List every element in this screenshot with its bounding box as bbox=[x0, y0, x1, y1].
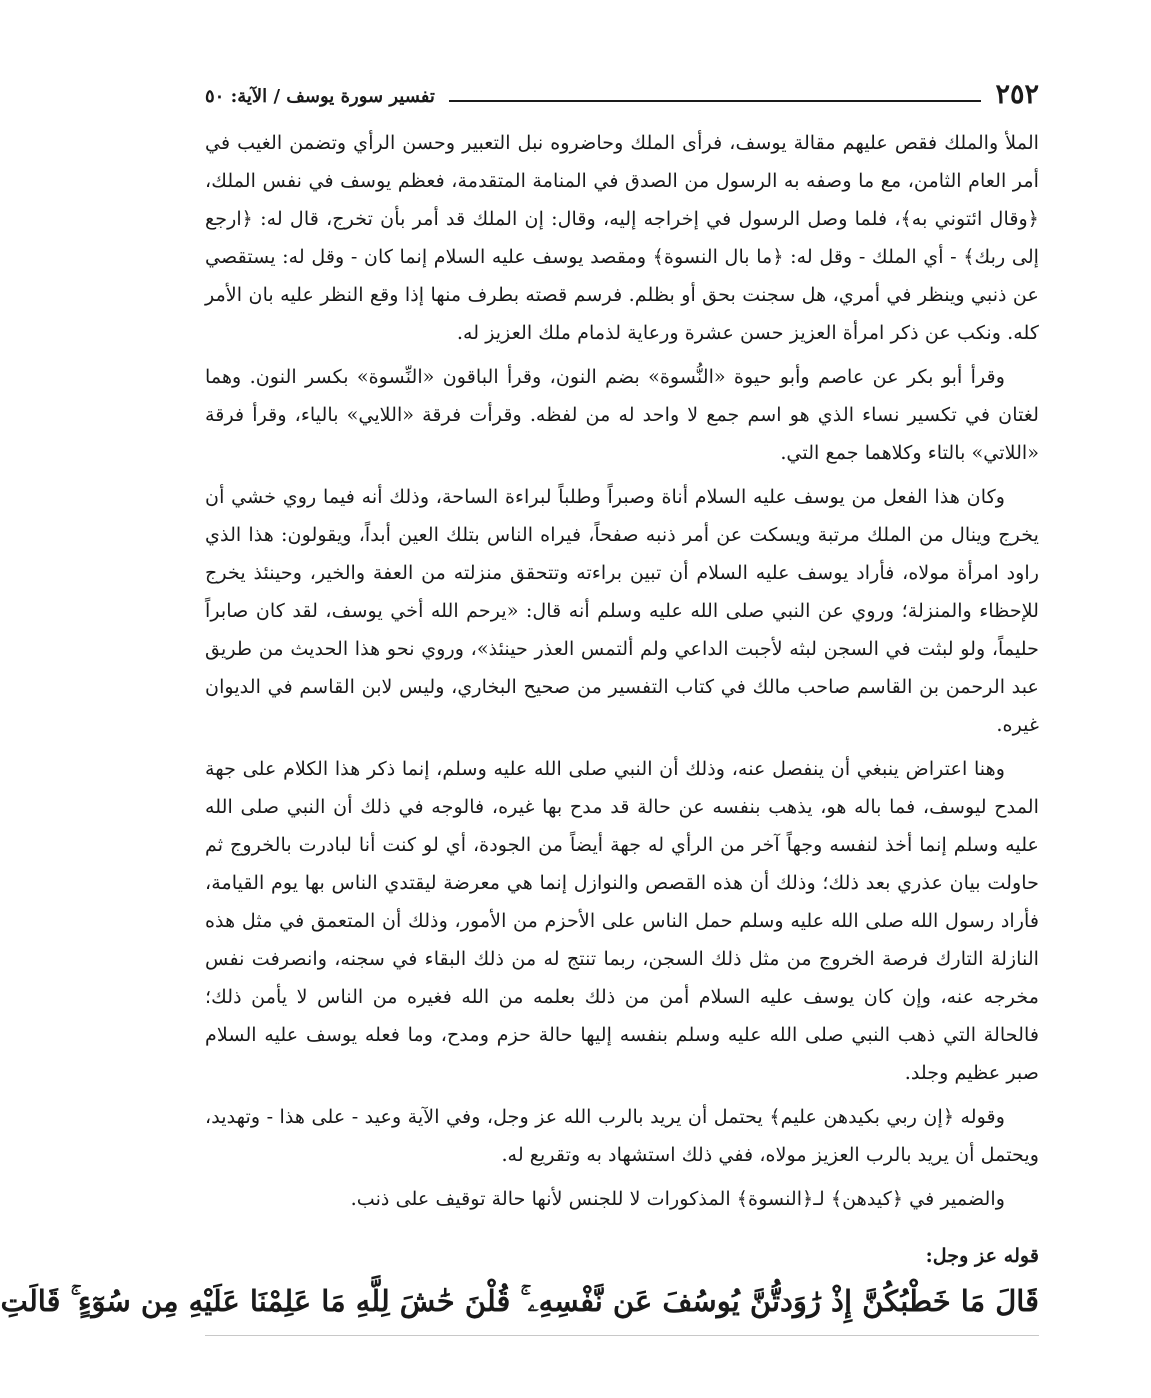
paragraph-3: وكان هذا الفعل من يوسف عليه السلام أناة وصبراً وطلباً لبراءة الساحة، وذلك أنه فيما روي خشي أن يخرج وينال من الملك مرتبة ويسكت عن أمر ذنبه صفحاً، فيراه الناس بتلك العين أبداً، ويقولون: هذا الذي راود امرأة مولاه، فأراد يوسف عليه السلام أن تبين براءته وتتحقق منزلته من العفة والخير، وحينئذ يخرج للإحظاء والمنزلة؛ وروي عن النبي صلى الله عليه وسلم أنه قال: «يرحم الله أخي يوسف، لقد كان صابراً حليماً، ولو لبثت في السجن لبثه لأجبت الداعي ولم ألتمس العذر حينئذ»، وروي نحو هذا الحديث من طريق عبد الرحمن بن القاسم صاحب مالك في كتاب التفسير من صحيح البخاري، وليس لابن القاسم في الديوان غيره. bbox=[205, 485, 1039, 736]
paragraph-4: وهنا اعتراض ينبغي أن ينفصل عنه، وذلك أن النبي صلى الله عليه وسلم، إنما ذكر هذا الكلام على جهة المدح ليوسف، فما باله هو، يذهب بنفسه عن حالة قد مدح بها غيره، فالوجه في ذلك أن النبي صلى الله عليه وسلم إنما أخذ لنفسه وجهاً آخر من الرأي له جهة أيضاً من الجودة، أي لو كنت أنا لبادرت بالخروج ثم حاولت بيان عذري بعد ذلك؛ وذلك أن هذه القصص والنوازل إنما هي معرضة ليقتدي الناس بها يوم القيامة، فأراد رسول الله صلى الله عليه وسلم حمل الناس على الأحزم من الأمور، وذلك أن المتعمق في مثل هذه النازلة التارك فرصة الخروج من مثل ذلك السجن، ربما تنتج له من ذلك البقاء في سجنه، وانصرفت نفس مخرجه عنه، وإن كان يوسف عليه السلام أمن من ذلك بعلمه من الله فغيره من الناس لا يأمن ذلك؛ فالحالة التي ذهب النبي صلى الله عليه وسلم بنفسه إليها حالة حزم ومدح، وما فعله يوسف عليه السلام صبر عظيم وجلد. bbox=[205, 757, 1039, 1084]
paragraph-1: الملأ والملك فقص عليهم مقالة يوسف، فرأى الملك وحاضروه نبل التعبير وحسن الرأي وتضمن الغيب في أمر العام الثامن، مع ما وصفه به الرسول من الصدق في المنامة المتقدمة، فعظم يوسف في نفس الملك، ﴿وقال ائتوني به﴾، فلما وصل الرسول في إخراجه إليه، وقال: إن الملك قد أمر بأن تخرج، قال له: ﴿ارجع إلى ربك﴾ - أي الملك - وقل له: ﴿ما بال النسوة﴾ ومقصد يوسف عليه السلام إنما كان - وقل له: يستقصي عن ذنبي وينظر في أمري، هل سجنت بحق أو بظلم. فرسم قصته بطرف منها إذا وقع النظر عليه بان الأمر كله. ونكب عن ذكر امرأة العزيز حسن عشرة ورعاية لذمام ملك العزيز له. bbox=[205, 131, 1039, 344]
paragraph-5: وقوله ﴿إن ربي بكيدهن عليم﴾ يحتمل أن يريد بالرب الله عز وجل، وفي الآية وعيد - على هذا - وتهديد، ويحتمل أن يريد بالرب العزيز مولاه، ففي ذلك استشهاد به وتقريع له. bbox=[205, 1105, 1039, 1166]
quran-verse: قَالَ مَا خَطْبُكُنَّ إِذْ رَٰوَدتُّنَّ يُوسُفَ عَن نَّفْسِهِۦ ۚ قُلْنَ حَٰشَ لِلَّهِ مَا عَلِمْنَا عَلَيْهِ مِن سُوٓءٍ ۚ قَالَتِ bbox=[0, 1284, 1039, 1318]
paragraph-2: وقرأ أبو بكر عن عاصم وأبو حيوة «النُّسوة» بضم النون، وقرأ الباقون «النِّسوة» بكسر النون. وهما لغتان في تكسير نساء الذي هو اسم جمع لا واحد له من لفظه. وقرأت فرقة «اللايي» بالياء، وقرأ فرقة «اللاتي» بالتاء وكلاهما جمع التي. bbox=[205, 365, 1039, 464]
running-title: تفسير سورة يوسف / الآية: ٥٠ bbox=[205, 86, 435, 107]
running-header bbox=[205, 72, 1039, 110]
paragraph-6: والضمير في ﴿كيدهن﴾ لـ﴿النسوة﴾ المذكورات لا للجنس لأنها حالة توقيف على ذنب. bbox=[350, 1187, 1005, 1210]
page-number: ٢٥٢ bbox=[995, 79, 1039, 110]
verse-intro-label: قوله عز وجل: bbox=[925, 1244, 1039, 1267]
header-rule bbox=[449, 100, 982, 102]
footer-rule bbox=[205, 1335, 1039, 1336]
commentary-body bbox=[205, 124, 1039, 1224]
